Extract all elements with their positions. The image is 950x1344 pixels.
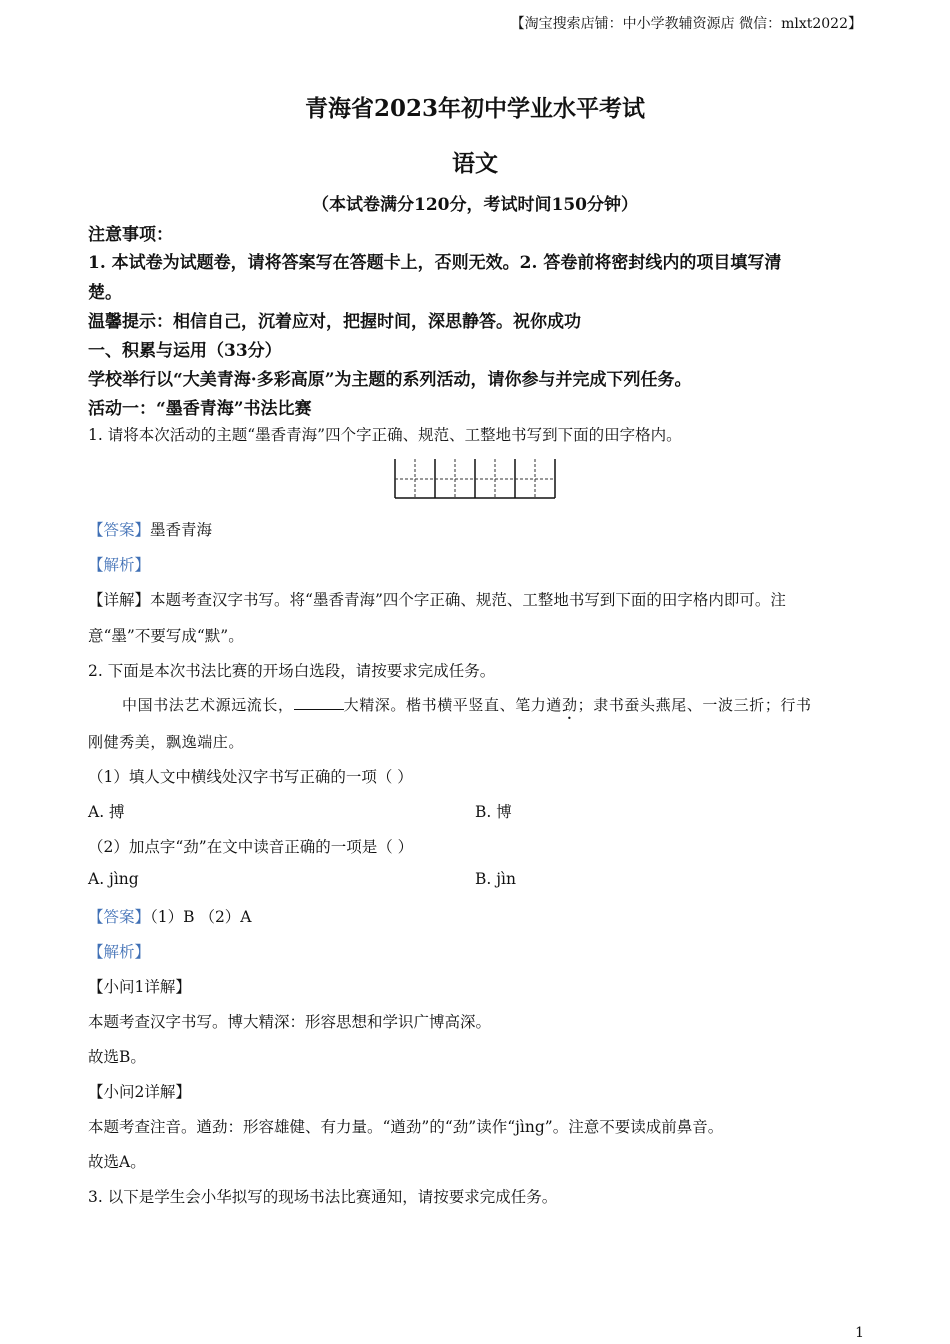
answer-label: 【答案】 — [88, 908, 151, 926]
q2-passage-line-1 — [122, 694, 812, 723]
notice-line-2: 楚。 — [88, 283, 122, 303]
q2-sub2-option-b: B. jìn — [475, 870, 516, 888]
q1-analysis-label: 【解析】 — [88, 556, 151, 574]
shop-header: 【淘宝搜索店铺：中小学教辅资源店 微信：mlxt2022】 — [510, 16, 862, 32]
section-heading: 一、积累与运用（33分） — [88, 341, 282, 361]
exam-title: 青海省2023年初中学业水平考试 — [304, 95, 645, 122]
detail-text: 本题考查汉字书写。将“墨香青海”四个字正确、规范、工整地书写到下面的田字格内即可。注 — [150, 591, 786, 609]
q2-part2-label: 【小问2详解】 — [88, 1083, 191, 1101]
q2-answer — [88, 905, 252, 927]
passage-part-a: 中国书法艺术源远流长， — [122, 696, 294, 714]
notice-tip: 温馨提示：相信自己，沉着应对，把握时间，深思静答。祝你成功 — [88, 312, 581, 332]
q2-sub1-prompt: （1）填人文中横线处汉字书写正确的一项（ ） — [88, 768, 413, 786]
q2-passage-line-2: 刚健秀美，飘逸端庄。 — [88, 733, 245, 751]
q2-sub1-option-a: A. 搏 — [88, 803, 125, 821]
q2-sub1-option-b: B. 博 — [475, 803, 512, 821]
q2-prompt: 2. 下面是本次书法比赛的开场白选段，请按要求完成任务。 — [88, 662, 496, 680]
q1-detail-line-1 — [88, 588, 786, 610]
answer-label: 【答案】 — [88, 521, 151, 539]
notice-heading: 注意事项： — [88, 225, 173, 245]
detail-label: 【详解】 — [88, 591, 151, 609]
q1-answer — [88, 518, 212, 540]
tianzige-grid — [394, 459, 556, 499]
exam-subject: 语文 — [452, 150, 498, 177]
answer-text: （1）B （2）A — [150, 908, 252, 926]
exam-meta: （本试卷满分120分，考试时间150分钟） — [312, 195, 638, 215]
fill-blank — [294, 697, 344, 710]
q2-sub2-prompt: （2）加点字“劲”在文中读音正确的一项是（ ） — [88, 838, 414, 856]
q1-prompt: 1. 请将本次活动的主题“墨香青海”四个字正确、规范、工整地书写到下面的田字格内。 — [88, 426, 682, 444]
q2-part2-text: 本题考查注音。遒劲：形容雄健、有力量。“遒劲”的“劲”读作“jìng”。注意不要读成前鼻音。 — [88, 1118, 724, 1136]
page-number: 1 — [855, 1325, 864, 1341]
q2-part2-choice: 故选A。 — [88, 1153, 146, 1171]
activity-heading: 活动一：“墨香青海”书法比赛 — [88, 399, 312, 419]
q2-sub2-option-a: A. jìng — [88, 870, 139, 888]
q2-part1-text: 本题考查汉字书写。博大精深：形容思想和学识广博高深。 — [88, 1013, 492, 1031]
q2-part1-label: 【小问1详解】 — [88, 978, 191, 996]
notice-line-1: 1. 本试卷为试题卷，请将答案写在答题卡上，否则无效。2. 答卷前将密封线内的项目填写清 — [88, 253, 782, 273]
answer-text: 墨香青海 — [150, 521, 213, 539]
passage-part-c: ；隶书蚕头燕尾、一波三折；行书 — [577, 696, 812, 714]
q3-prompt: 3. 以下是学生会小华拟写的现场书法比赛通知，请按要求完成任务。 — [88, 1188, 558, 1206]
q1-detail-line-2: 意“墨”不要写成“默”。 — [88, 627, 244, 645]
section-intro: 学校举行以“大美青海·多彩高原”为主题的系列活动，请你参与并完成下列任务。 — [88, 370, 692, 390]
passage-part-b: 大精深。楷书横平竖直、笔力遒 — [343, 696, 563, 714]
q2-part1-choice: 故选B。 — [88, 1048, 146, 1066]
dotted-character: 劲 — [562, 696, 578, 714]
q2-analysis-label: 【解析】 — [88, 943, 151, 961]
